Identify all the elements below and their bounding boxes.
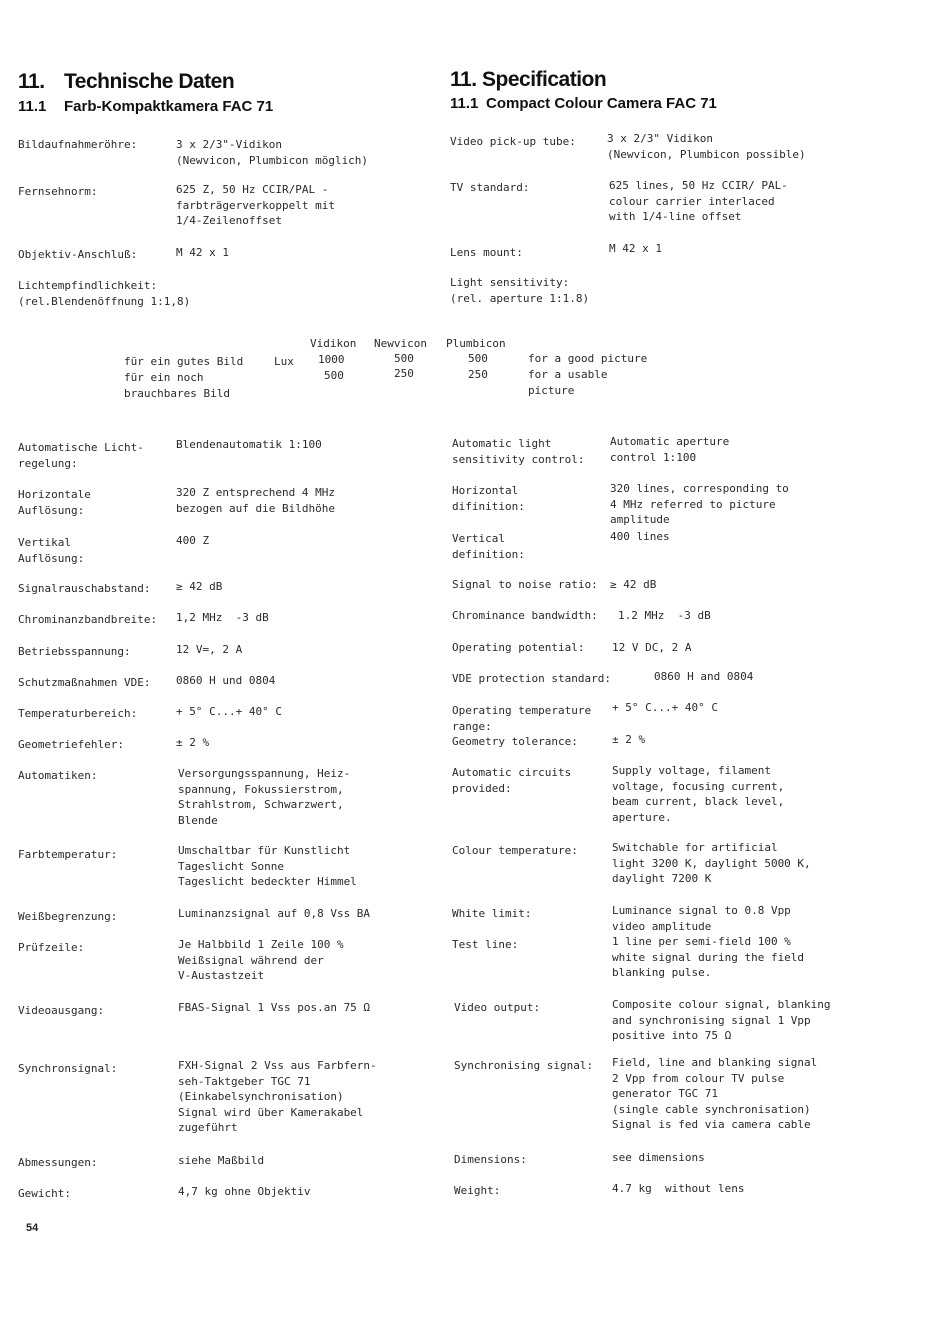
- row1-vidikon: 1000: [318, 353, 345, 366]
- spec-value: 1.2 MHz -3 dB: [618, 609, 711, 622]
- spec-value: Luminance signal to 0.8 Vpp video amplitude: [612, 904, 791, 933]
- spec-label: Light sensitivity: (rel. aperture 1:1.8): [450, 276, 590, 305]
- spec-label: Vertical definition:: [452, 532, 525, 561]
- spec-label: Signal to noise ratio:: [452, 578, 598, 591]
- spec-value: Switchable for artificial light 3200 K, daylight 5000 K, daylight 7200 K: [612, 841, 811, 885]
- spec-label: Operating potential:: [452, 641, 585, 654]
- spec-value: 3 x 2/3" Vidikon (Newvicon, Plumbicon possible): [607, 132, 806, 161]
- spec-label: Synchronsignal:: [18, 1062, 118, 1075]
- spec-value: 625 lines, 50 Hz CCIR/ PAL- colour carrier interlaced with 1/4-line offset: [609, 179, 788, 223]
- row2-plumbicon: 250: [468, 368, 488, 381]
- spec-label: Automatische Licht- regelung:: [18, 441, 144, 470]
- row1-en: for a good picture: [528, 352, 648, 365]
- spec-value: Je Halbbild 1 Zeile 100 % Weißsignal während der V-Austastzeit: [178, 938, 344, 982]
- spec-label: Geometry tolerance:: [452, 735, 578, 748]
- spec-label: Test line:: [452, 938, 519, 951]
- spec-label: Bildaufnahmeröhre:: [18, 138, 138, 151]
- spec-label: Horizontal difinition:: [452, 484, 525, 513]
- spec-label: Video output:: [454, 1001, 541, 1014]
- spec-value: Composite colour signal, blanking and synchronising signal 1 Vpp positive into 75 Ω: [612, 998, 831, 1042]
- row1-de: für ein gutes Bild: [124, 355, 244, 368]
- spec-value: see dimensions: [612, 1151, 705, 1164]
- german-heading: 11. Technische Daten: [18, 70, 235, 93]
- spec-value: 12 V DC, 2 A: [612, 641, 692, 654]
- spec-label: Abmessungen:: [18, 1156, 98, 1169]
- row2-newvicon: 250: [394, 367, 414, 380]
- spec-label: Gewicht:: [18, 1187, 71, 1200]
- spec-label: Lens mount:: [450, 246, 523, 259]
- header-plumbicon: Plumbicon: [446, 337, 506, 350]
- spec-value: Automatic aperture control 1:100: [610, 435, 730, 464]
- spec-label: Lichtempfindlichkeit: (rel.Blendenöffnung 1:1,8): [18, 279, 191, 308]
- spec-value: 625 Z, 50 Hz CCIR/PAL - farbträgerverkoppelt mit 1/4-Zeilenoffset: [176, 183, 335, 227]
- spec-value: FBAS-Signal 1 Vss pos.an 75 Ω: [178, 1001, 371, 1014]
- english-heading: 11. Specification: [450, 68, 607, 91]
- spec-label: Farbtemperatur:: [18, 848, 118, 861]
- unit-lux: Lux: [274, 355, 294, 368]
- spec-value: Luminanzsignal auf 0,8 Vss BA: [178, 907, 371, 920]
- spec-value: 4,7 kg ohne Objektiv: [178, 1185, 311, 1198]
- spec-value: siehe Maßbild: [178, 1154, 265, 1167]
- spec-value: M 42 x 1: [609, 242, 662, 255]
- spec-value: ± 2 %: [176, 736, 210, 749]
- german-subheading: 11.1 Farb-Kompaktkamera FAC 71: [18, 98, 274, 115]
- header-vidikon: Vidikon: [310, 337, 357, 350]
- spec-label: Prüfzeile:: [18, 941, 85, 954]
- row1-plumbicon: 500: [468, 352, 488, 365]
- spec-label: White limit:: [452, 907, 532, 920]
- spec-value: 400 lines: [610, 530, 670, 543]
- spec-label: Betriebsspannung:: [18, 645, 131, 658]
- spec-value: 12 V=, 2 A: [176, 643, 243, 656]
- spec-label: Dimensions:: [454, 1153, 527, 1166]
- spec-label: Chrominanzbandbreite:: [18, 613, 158, 626]
- row2-de: für ein noch brauchbares Bild: [124, 371, 230, 400]
- spec-value: 4.7 kg without lens: [612, 1182, 745, 1195]
- spec-value: M 42 x 1: [176, 246, 229, 259]
- spec-value: 0860 H and 0804: [654, 670, 754, 683]
- spec-value: FXH-Signal 2 Vss aus Farbfern- seh-Taktgeber TGC 71 (Einkabelsynchronisation) Signal wird über Kamerakabel zugeführt: [178, 1059, 377, 1134]
- spec-label: Weight:: [454, 1184, 501, 1197]
- row1-newvicon: 500: [394, 352, 414, 365]
- spec-label: TV standard:: [450, 181, 530, 194]
- spec-label: Automatic light sensitivity control:: [452, 437, 585, 466]
- spec-value: 1,2 MHz -3 dB: [176, 611, 269, 624]
- row2-vidikon: 500: [324, 369, 344, 382]
- english-subheading: 11.1 Compact Colour Camera FAC 71: [450, 95, 717, 112]
- spec-value: 0860 H und 0804: [176, 674, 276, 687]
- spec-label: VDE protection standard:: [452, 672, 611, 685]
- spec-label: Colour temperature:: [452, 844, 578, 857]
- spec-value: 3 x 2/3"-Vidikon (Newvicon, Plumbicon möglich): [176, 138, 369, 167]
- spec-label: Temperaturbereich:: [18, 707, 138, 720]
- spec-label: Vertikal Auflösung:: [18, 536, 85, 565]
- row2-en: for a usable picture: [528, 368, 608, 397]
- spec-label: Automatic circuits provided:: [452, 766, 572, 795]
- header-newvicon: Newvicon: [374, 337, 427, 350]
- spec-label: Geometriefehler:: [18, 738, 124, 751]
- spec-value: 320 lines, corresponding to 4 MHz referred to picture amplitude: [610, 482, 789, 526]
- spec-value: Blendenautomatik 1:100: [176, 438, 322, 451]
- spec-value: + 5° C...+ 40° C: [612, 701, 718, 714]
- spec-label: Fernsehnorm:: [18, 185, 98, 198]
- spec-label: Automatiken:: [18, 769, 98, 782]
- spec-value: + 5° C...+ 40° C: [176, 705, 282, 718]
- spec-value: ≥ 42 dB: [176, 580, 223, 593]
- spec-label: Objektiv-Anschluß:: [18, 248, 138, 261]
- spec-label: Horizontale Auflösung:: [18, 488, 91, 517]
- spec-value: Supply voltage, filament voltage, focusing current, beam current, black level, aperture.: [612, 764, 785, 824]
- spec-label: Schutzmaßnahmen VDE:: [18, 676, 151, 689]
- spec-label: Operating temperature range:: [452, 704, 592, 733]
- spec-value: ≥ 42 dB: [610, 578, 657, 591]
- spec-label: Video pick-up tube:: [450, 135, 576, 148]
- spec-label: Chrominance bandwidth:: [452, 609, 598, 622]
- spec-value: 400 Z: [176, 534, 210, 547]
- spec-value: ± 2 %: [612, 733, 646, 746]
- spec-label: Synchronising signal:: [454, 1059, 594, 1072]
- page-number: 54: [26, 1222, 39, 1234]
- spec-label: Videoausgang:: [18, 1004, 105, 1017]
- spec-value: Field, line and blanking signal 2 Vpp from colour TV pulse generator TGC 71 (single cable synchronisation) Signal is fed via camera cable: [612, 1056, 818, 1131]
- spec-value: Versorgungsspannung, Heiz- spannung, Fokussierstrom, Strahlstrom, Schwarzwert, Blende: [178, 767, 351, 827]
- spec-value: 1 line per semi-field 100 % white signal during the field blanking pulse.: [612, 935, 805, 979]
- spec-label: Weißbegrenzung:: [18, 910, 118, 923]
- spec-value: Umschaltbar für Kunstlicht Tageslicht Sonne Tageslicht bedeckter Himmel: [178, 844, 357, 888]
- spec-value: 320 Z entsprechend 4 MHz bezogen auf die Bildhöhe: [176, 486, 335, 515]
- spec-label: Signalrauschabstand:: [18, 582, 151, 595]
